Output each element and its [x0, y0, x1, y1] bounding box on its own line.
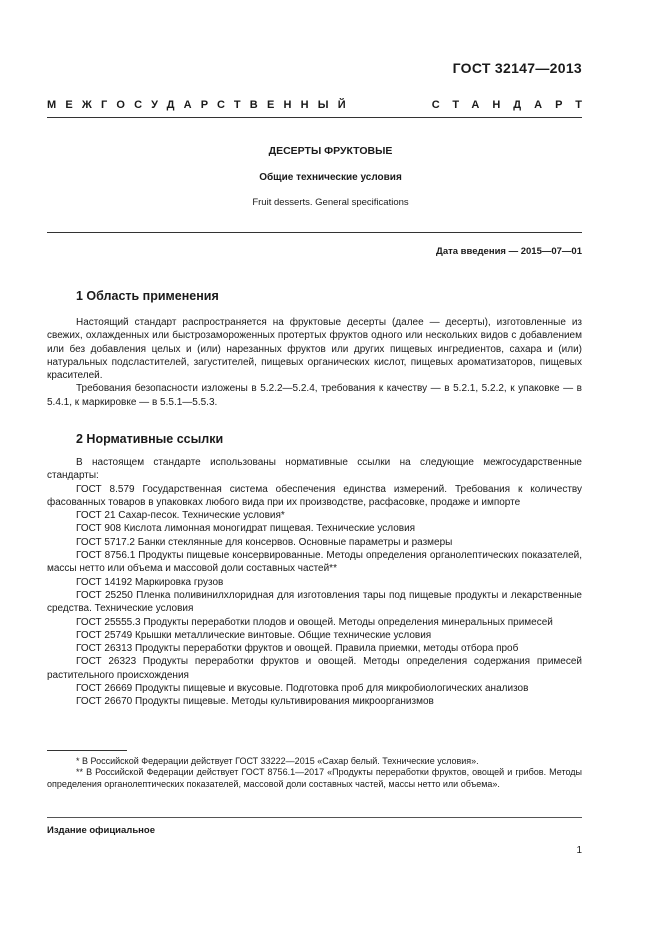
- banner-divider: [47, 117, 582, 118]
- banner-right-word: СТАНДАРТ: [431, 99, 595, 111]
- reference-item: ГОСТ 14192 Маркировка грузов: [76, 576, 224, 588]
- reference-item: ГОСТ 5717.2 Банки стеклянные для консервов. Основные параметры и размеры: [76, 536, 453, 548]
- footnote-divider: [47, 750, 127, 751]
- section-1-heading: 1 Область применения: [76, 289, 219, 303]
- footnote: ** В Российской Федерации действует ГОСТ 8756.1—2017 «Продукты переработки фруктов, овощей и грибов. Методы определения органолептических показателей, массовой доли составных частей, массы нетто или объема».: [47, 767, 582, 789]
- reference-item: ГОСТ 8.579 Государственная система обеспечения единства измерений. Требования к количеству фасованных товаров в упаковках любого вида при их производстве, расфасовке, продаже и импорте: [47, 483, 582, 508]
- section-1-paragraph: Требования безопасности изложены в 5.2.2—5.2.4, требования к качеству — в 5.2.1, 5.2.2, к упаковке — в 5.4.1, к маркировке — в 5.5.1—5.5.3.: [47, 383, 582, 408]
- reference-item: ГОСТ 26669 Продукты пищевые и вкусовые. Подготовка проб для микробиологических анализов: [76, 683, 529, 695]
- reference-item: ГОСТ 26670 Продукты пищевые. Методы культивирования микроорганизмов: [76, 696, 434, 708]
- reference-item: ГОСТ 26313 Продукты переработки фруктов и овощей. Правила приемки, методы отбора проб: [76, 643, 519, 655]
- reference-item: ГОСТ 908 Кислота лимонная моногидрат пищевая. Технические условия: [76, 523, 416, 535]
- page-number: 1: [576, 845, 582, 856]
- section-1-paragraph: Настоящий стандарт распространяется на фруктовые десерты (далее — десерты), изготовленные из свежих, охлажденных или быстрозамороженных протертых фруктов одного или нескольких видов с добавлением или без добавления целых и (или) нарезанных фруктов или других пищевых ингредиентов, сахара и (или) натуральных подсластителей, загустителей, пищевых органических кислот, пищевых ароматизаторов, пищевых красителей.: [47, 317, 582, 382]
- reference-item: ГОСТ 21 Сахар-песок. Технические условия*: [76, 510, 285, 522]
- title-divider: [47, 232, 582, 233]
- english-title: Fruit desserts. General specifications: [252, 197, 409, 208]
- reference-item: ГОСТ 25749 Крышки металлические винтовые. Общие технические условия: [76, 629, 432, 641]
- reference-item: ГОСТ 26323 Продукты переработки фруктов и овощей. Методы определения содержания примесей растительного происхождения: [47, 656, 582, 681]
- section-2-heading: 2 Нормативные ссылки: [76, 432, 224, 446]
- footnotes: [47, 756, 582, 790]
- banner-left-word: МЕЖГОСУДАРСТВЕННЫЙ: [47, 99, 355, 111]
- introduction-date: Дата введения — 2015—07—01: [436, 246, 582, 257]
- reference-item: ГОСТ 8756.1 Продукты пищевые консервированные. Методы определения органолептических показателей, массы нетто или объема и массовой доли составных частей**: [47, 550, 582, 575]
- standard-banner: [47, 99, 595, 111]
- reference-item: ГОСТ 25250 Пленка поливинилхлоридная для изготовления тары под пищевые продукты и лекарственные средства. Технические условия: [47, 589, 582, 615]
- section-2-intro: В настоящем стандарте использованы нормативные ссылки на следующие межгосударственные стандарты:: [47, 457, 582, 482]
- footnote: * В Российской Федерации действует ГОСТ 33222—2015 «Сахар белый. Технические условия».: [76, 756, 479, 766]
- document-title: ДЕСЕРТЫ ФРУКТОВЫЕ: [268, 145, 393, 157]
- official-edition-label: Издание официальное: [47, 825, 155, 836]
- document-code: ГОСТ 32147—2013: [452, 60, 582, 76]
- document-subtitle: Общие технические условия: [259, 172, 402, 183]
- reference-item: ГОСТ 25555.3 Продукты переработки плодов и овощей. Методы определения минеральных примесей: [76, 616, 553, 628]
- section-1-body: [47, 316, 582, 409]
- section-2-body: [47, 456, 582, 709]
- footer-divider: [47, 817, 582, 818]
